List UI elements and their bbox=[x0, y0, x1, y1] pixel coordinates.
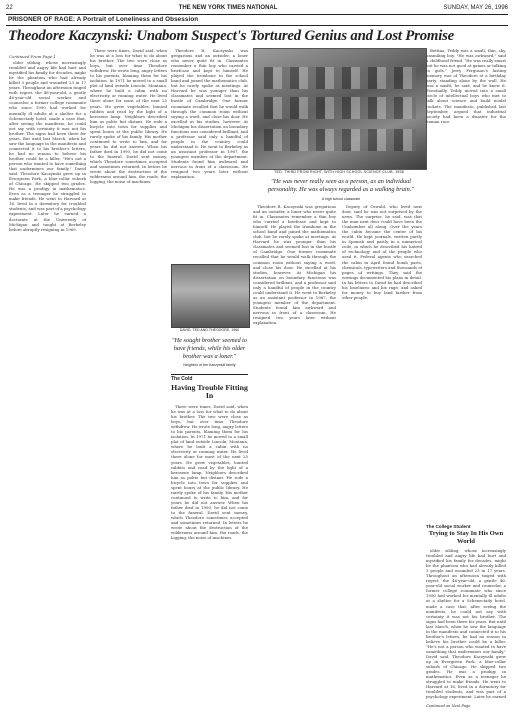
article-column-3-bottom bbox=[171, 404, 248, 709]
column-text: There were times, David said, when he was at a loss for what to do about his brother. The two were close as boys, but over time Theodore withdrew. He wrote long, angry letters to his parents, blaming them for his isolation. In 1971 he moved to a small plot of land outside Lincoln, Montana, where he built a cabin with no electricity or running water. He lived there alone for most of the next 25 years. He grew vegetables, hunted rabbits and read by the light of a kerosene lamp. Neighbors described him as polite but distant. He rode a bicycle into town for supplies and spent hours at the public library. He rarely spoke of his family. His mother continued to write to him, and for years he did not answer. When his father died in 1990, he did not come to the funeral. David sent money, which Theodore sometimes accepted and sometimes returned. In letters he wrote about the destruction of the wilderness around him, the roads, the logging, the noise of machines. bbox=[90, 48, 167, 185]
continued-from: Continued From Page 1 bbox=[9, 54, 56, 59]
section-kicker: PRISONER OF RAGE: A Portrait of Loneliness and Obsession bbox=[8, 16, 199, 23]
sidebar-label: The Cold bbox=[171, 376, 193, 382]
box-rule bbox=[171, 374, 248, 375]
column-text: older sibling, whose increasingly troubled and angry life had hurt and mystified his family for decades, might be the phantom who had already killed 3 people and wounded 23 in 17 years. Throughout an afternoon tinged with regret, the 46-year-old, a gentle 46-year-old social worker and counselor, a former college roommate who since 1990 had worked for mentally ill adults at a shelter for a Schenectady hotel, made a case that, after seeing the manifesto, he could not say with certainty it was not his brother. The signs had been there for years. But until last March, when he saw the language in the manifesto and connected it to his brother's letters, he had no reason to believe his brother could be a killer. "He's not a person who wanted to have something that undermines our family," David said. Theodore Kaczynski grew up in Evergreen Park, a blue-collar suburb of Chicago. He skipped two grades. He was a prodigy in mathematics. Even as a teenager he struggled to make friends. He went to Harvard at 16, lived in a dormitory for troubled students, and was part of a psychology experiment. Later he earned bbox=[426, 548, 506, 700]
continued-to: Continued on Next Page bbox=[426, 704, 471, 708]
column-text: Theodore R. Kaczynski was gregarious and an outsider, a loner who never quite fit in. Classmates remember a thin boy who carried a briefcase and kept to himself. He played the trombone in the school band and joined the mathematics club, but he rarely spoke at meetings. At Harvard he was younger than his classmates and seemed lost in the bustle of Cambridge. One former roommate recalled that he would walk through the common room without saying a word, and close his door. He excelled at his studies, however. At Michigan his dissertation on boundary functions was considered brilliant, and a professor said only a handful of people in the country could understand it. He went to Berkeley as an assistant professor in 1967, the youngest member of the department. Students found him awkward and nervous in front of a classroom. He resigned two years later without explanation. bbox=[253, 204, 336, 326]
subsection-label: The College Student bbox=[426, 524, 471, 529]
pull-quote-attribution: Neighbor of the Kaczynski family bbox=[183, 363, 236, 367]
family-photo bbox=[171, 264, 250, 328]
article-column-6-bottom bbox=[426, 548, 506, 700]
column-text: There were times, David said, when he was at a loss for what to do about his brother. The two were close as boys, but over time Theodore withdrew. He wrote long, angry letters to his parents, blaming them for his isolation. In 1971 he moved to a small plot of land outside Lincoln, Montana, where he built a cabin with no electricity or running water. He lived there alone for most of the next 25 years. He grew vegetables, hunted rabbits and read by the light of a kerosene lamp. Neighbors described him as polite but distant. He rode a bicycle into town for supplies and spent hours at the public library. He rarely spoke of his family. His mother continued to write to him, and for years he did not answer. When his father died in 1990, he did not come to the funeral. David sent money, which Theodore sometimes accepted and sometimes returned. In letters he wrote about the destruction of the wilderness around him, the roads, the logging, the noise of machines. bbox=[171, 404, 248, 541]
article-column-2 bbox=[90, 48, 167, 703]
photo-caption: TED, THIRD FROM RIGHT, WITH HIGH SCHOOL SCIENCE CLUB, 1958 bbox=[274, 170, 404, 174]
newspaper-page bbox=[6, 4, 508, 713]
article-column-1 bbox=[9, 54, 86, 709]
pull-quote-walking-brain bbox=[266, 178, 416, 203]
article-column-5 bbox=[342, 204, 422, 709]
kicker-rule bbox=[6, 25, 508, 26]
article-column-4 bbox=[253, 204, 336, 709]
newspaper-title: THE NEW YORK TIMES NATIONAL bbox=[178, 5, 278, 11]
pull-quote-siblings bbox=[171, 337, 248, 369]
column-text: older sibling, whose increasingly troubled and angry life had hurt and mystified his family for decades, might be the phantom who had already killed 3 people and wounded 23 in 17 years. Throughout an afternoon tinged with regret, the 46-year-old, a gentle 46-year-old social worker and counselor, a former college roommate who since 1990 had worked for mentally ill adults at a shelter for a Schenectady hotel, made a case that, after seeing the manifesto, he could not say with certainty it was not his brother. The signs had been there for years. But until last March, when he saw the language in the manifesto and connected it to his brother's letters, he had no reason to believe his brother could be a killer. "He's not a person who wanted to have something that undermines our family," David said. Theodore Kaczynski grew up in Evergreen Park, a blue-collar suburb of Chicago. He skipped two grades. He was a prodigy in mathematics. Even as a teenager he struggled to make friends. He went to Harvard at 16, lived in a dormitory for troubled students, and was part of a psychology experiment. Later he earned a doctorate at the University of Michigan and taught at Berkeley before abruptly resigning in 1969. bbox=[9, 60, 86, 232]
sidebar-headline: Having Trouble Fitting In bbox=[171, 383, 248, 401]
column-text: Bettina, Teddy was a small, thin, shy, unsmiling boy. "He was awkward," said a childhood friend. "He was really smart but he was not good at games or talking to girls." Jerry Ferguson's lasting memory was of Theodore at a birthday party, standing alone by the wall. He was a misfit, he said, and he knew it. Eventually, Teddy moved into a small circle of intellectual boys who met to talk about science and build model rockets. The manifesto, published last September, argued that industrial society had been a disaster for the human race. bbox=[426, 48, 506, 124]
pull-quote-text: "He was never really seen as a person, as an individual personality. He was always regarded as a walking brain." bbox=[268, 178, 414, 193]
column-text: Deputy of Oswald, who lived next door, said he was not surprised by the news. The surprise, he said, was that the man next door could have been the Unabomber all along. Over the years the cabin became the center of his world. He kept journals, written partly in Spanish and partly in a numerical code, in which he described his hatred of technology and of the people who used it. Federal agents who searched the cabin in April found bomb parts, chemicals, typewriters and thousands of pages of writings. They said the writings documented his plans in detail. In his letters to David he had described his loneliness and his rage, and asked for money to buy land farther from other people. bbox=[342, 204, 422, 300]
science-club-photo bbox=[253, 48, 427, 170]
page-number: 22 bbox=[6, 5, 13, 11]
pull-quote-attribution: A high school classmate bbox=[321, 197, 361, 201]
column-text: Theodore R. Kaczynski was gregarious and an outsider, a loner who never quite fit in. Classmates remember a thin boy who carried a briefcase and kept to himself. He played the trombone in the school band and joined the mathematics club, but he rarely spoke at meetings. At Harvard he was younger than his classmates and seemed lost in the bustle of Cambridge. One former roommate recalled that he would walk through the common room without saying a word, and close his door. He excelled at his studies, however. At Michigan his dissertation on boundary functions was considered brilliant, and a professor said only a handful of people in the country could understand it. He went to Berkeley as an assistant professor in 1967, the youngest member of the department. Students found him awkward and nervous in front of a classroom. He resigned two years later without explanation. bbox=[171, 48, 248, 180]
article-headline: Theodore Kaczynski: Unabom Suspect's Tortured Genius and Lost Promise bbox=[8, 28, 455, 44]
page-date: SUNDAY, MAY 26, 1996 bbox=[443, 5, 508, 11]
subsection-headline: Trying to Stay In His Own World bbox=[428, 530, 504, 545]
article-column-6 bbox=[426, 48, 506, 518]
header-rule bbox=[6, 14, 508, 15]
pull-quote-text: "He sought brother seemed to have friends, while his older brother was a loner." bbox=[171, 337, 248, 360]
family-photo-caption: DAVID, TED AND THEODORE, 1960 bbox=[179, 328, 240, 332]
article-column-3-top bbox=[171, 48, 248, 260]
page-header bbox=[6, 4, 508, 12]
